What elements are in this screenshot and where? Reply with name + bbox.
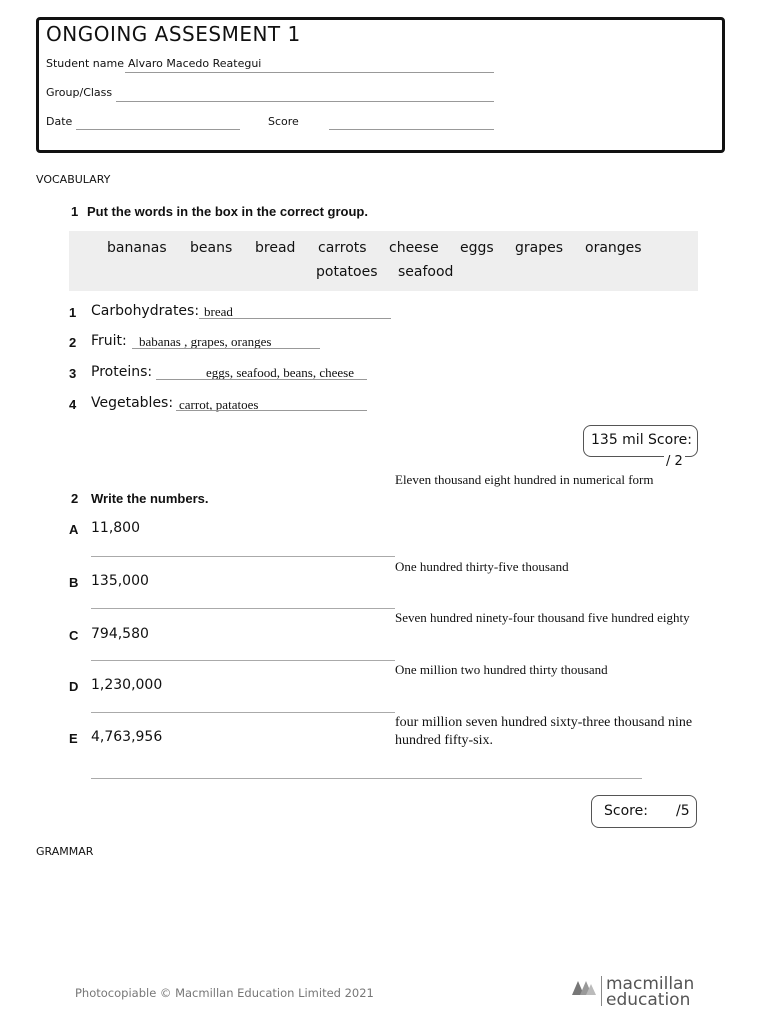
answer-line xyxy=(156,379,367,380)
date-label: Date xyxy=(46,115,73,128)
answer-line xyxy=(132,348,320,349)
word-item: bread xyxy=(255,240,296,256)
date-field[interactable] xyxy=(76,129,240,130)
vocabulary-score-total: / 2 xyxy=(666,454,683,469)
answer-line xyxy=(91,712,395,713)
answer-fruit[interactable]: babanas , grapes, oranges xyxy=(139,334,272,349)
word-item: carrots xyxy=(318,240,367,256)
answer-line xyxy=(176,410,367,411)
word-item: seafood xyxy=(398,264,454,280)
answer-carbohydrates[interactable]: bread xyxy=(204,304,233,319)
question-2-number: 2 xyxy=(71,491,79,506)
question-2-text: Write the numbers. xyxy=(91,491,209,506)
number-answer-e[interactable]: four million seven hundred sixty-three thousand nine hundred fifty-six. xyxy=(395,715,693,748)
header-score-field[interactable] xyxy=(329,129,494,130)
word-item: bananas xyxy=(107,240,167,256)
number-answer-c[interactable]: Seven hundred ninety-four thousand five hundred eighty xyxy=(395,610,690,625)
number-value-d: 1,230,000 xyxy=(91,677,163,693)
answer-line xyxy=(91,778,642,779)
item-label-proteins: Proteins: xyxy=(91,364,153,380)
numbers-score-total: /5 xyxy=(676,803,690,819)
answer-line xyxy=(91,556,395,557)
word-item: oranges xyxy=(585,240,642,256)
vocabulary-score-text: 135 mil Score: xyxy=(591,432,692,448)
logo-text-line1: macmillan xyxy=(606,974,695,994)
question-1-number: 1 xyxy=(71,204,79,219)
item-number: 3 xyxy=(69,366,77,381)
item-label-fruit: Fruit: xyxy=(91,333,127,349)
number-value-c: 794,580 xyxy=(91,626,149,642)
answer-line xyxy=(91,660,395,661)
item-number: 4 xyxy=(69,397,77,412)
word-item: eggs xyxy=(460,240,494,256)
item-label-carbohydrates: Carbohydrates: xyxy=(91,303,200,319)
question-1-text: Put the words in the box in the correct group. xyxy=(87,204,368,219)
item-letter: E xyxy=(69,731,78,746)
numbers-score-label: Score: xyxy=(604,803,648,819)
number-answer-a[interactable]: Eleven thousand eight hundred in numerical form xyxy=(395,472,654,487)
header-score-label: Score xyxy=(268,115,299,128)
answer-vegetables[interactable]: carrot, patatoes xyxy=(179,397,259,412)
item-number: 2 xyxy=(69,335,77,350)
logo-text-line2: education xyxy=(606,990,691,1010)
word-item: potatoes xyxy=(316,264,378,280)
answer-proteins[interactable]: eggs, seafood, beans, cheese xyxy=(206,365,354,380)
student-name-value[interactable]: Alvaro Macedo Reategui xyxy=(128,57,262,70)
item-number: 1 xyxy=(69,305,77,320)
word-item: beans xyxy=(190,240,233,256)
student-name-label: Student name xyxy=(46,57,124,70)
item-label-vegetables: Vegetables: xyxy=(91,395,174,411)
item-letter: C xyxy=(69,628,79,643)
number-value-e: 4,763,956 xyxy=(91,729,163,745)
section-label-vocabulary: VOCABULARY xyxy=(36,173,111,186)
logo-divider xyxy=(601,976,602,1006)
group-class-field[interactable] xyxy=(116,101,494,102)
number-value-b: 135,000 xyxy=(91,573,149,589)
section-label-grammar: GRAMMAR xyxy=(36,845,94,858)
item-letter: A xyxy=(69,522,79,537)
answer-line xyxy=(199,318,391,319)
number-value-a: 11,800 xyxy=(91,520,140,536)
copyright-text: Photocopiable © Macmillan Education Limited 2021 xyxy=(75,986,374,1000)
word-item: cheese xyxy=(389,240,439,256)
item-letter: D xyxy=(69,679,79,694)
page-title: ONGOING ASSESMENT 1 xyxy=(46,22,301,46)
number-answer-b[interactable]: One hundred thirty-five thousand xyxy=(395,559,569,574)
answer-line xyxy=(91,608,395,609)
item-letter: B xyxy=(69,575,79,590)
number-answer-d[interactable]: One million two hundred thirty thousand xyxy=(395,662,608,677)
group-class-label: Group/Class xyxy=(46,86,113,99)
student-name-line xyxy=(125,72,494,73)
macmillan-logo-icon xyxy=(571,977,597,997)
word-item: grapes xyxy=(515,240,564,256)
